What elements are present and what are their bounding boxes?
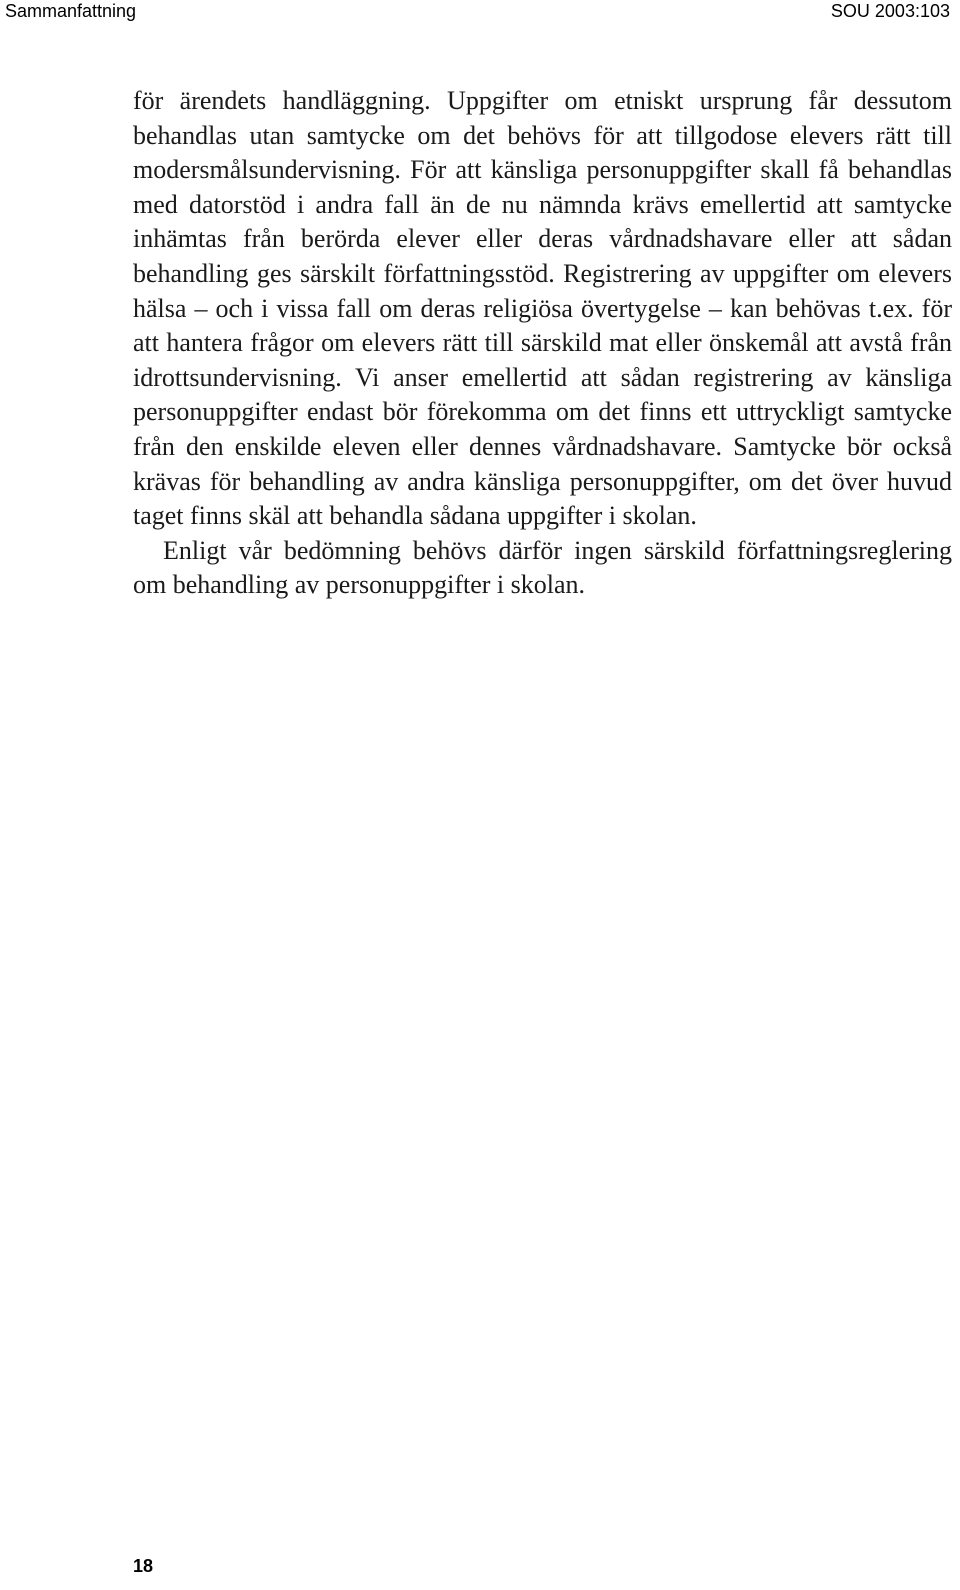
body-text xyxy=(133,84,952,603)
paragraph: Enligt vår bedömning behövs därför ingen särskild författningsreglering om behandling av personuppgifter i skolan. xyxy=(133,535,952,600)
header-section-title: Sammanfattning xyxy=(5,1,137,21)
page-header xyxy=(0,0,960,28)
paragraph: för ärendets handläggning. Uppgifter om etniskt ursprung får dessutom behandlas utan samtycke om det behövs för att tillgodose elevers rätt till modersmålsundervisning. För att känsliga personuppgifter skall få behandlas med datorstöd i andra fall än de nu nämnda krävs emellertid att samtycke inhämtas från berörda elever eller deras vårdnadshavare eller att sådan behandling ges särskilt författningsstöd. Registrering av uppgifter om elevers hälsa – och i vissa fall om deras religiösa övertygelse – kan behövas t.ex. för att hantera frågor om elevers rätt till särskild mat eller önskemål att avstå från idrottsundervisning. Vi anser emellertid att sådan registrering av känsliga personuppgifter endast bör förekomma om det finns ett uttryckligt samtycke från den enskilde eleven eller dennes vårdnadshavare. Samtycke bör också krävas för behandling av andra känsliga personuppgifter, om det över huvud taget finns skäl att behandla sådana uppgifter i skolan. xyxy=(133,86,952,531)
page-number: 18 xyxy=(133,1556,154,1576)
header-document-reference: SOU 2003:103 xyxy=(830,1,950,21)
